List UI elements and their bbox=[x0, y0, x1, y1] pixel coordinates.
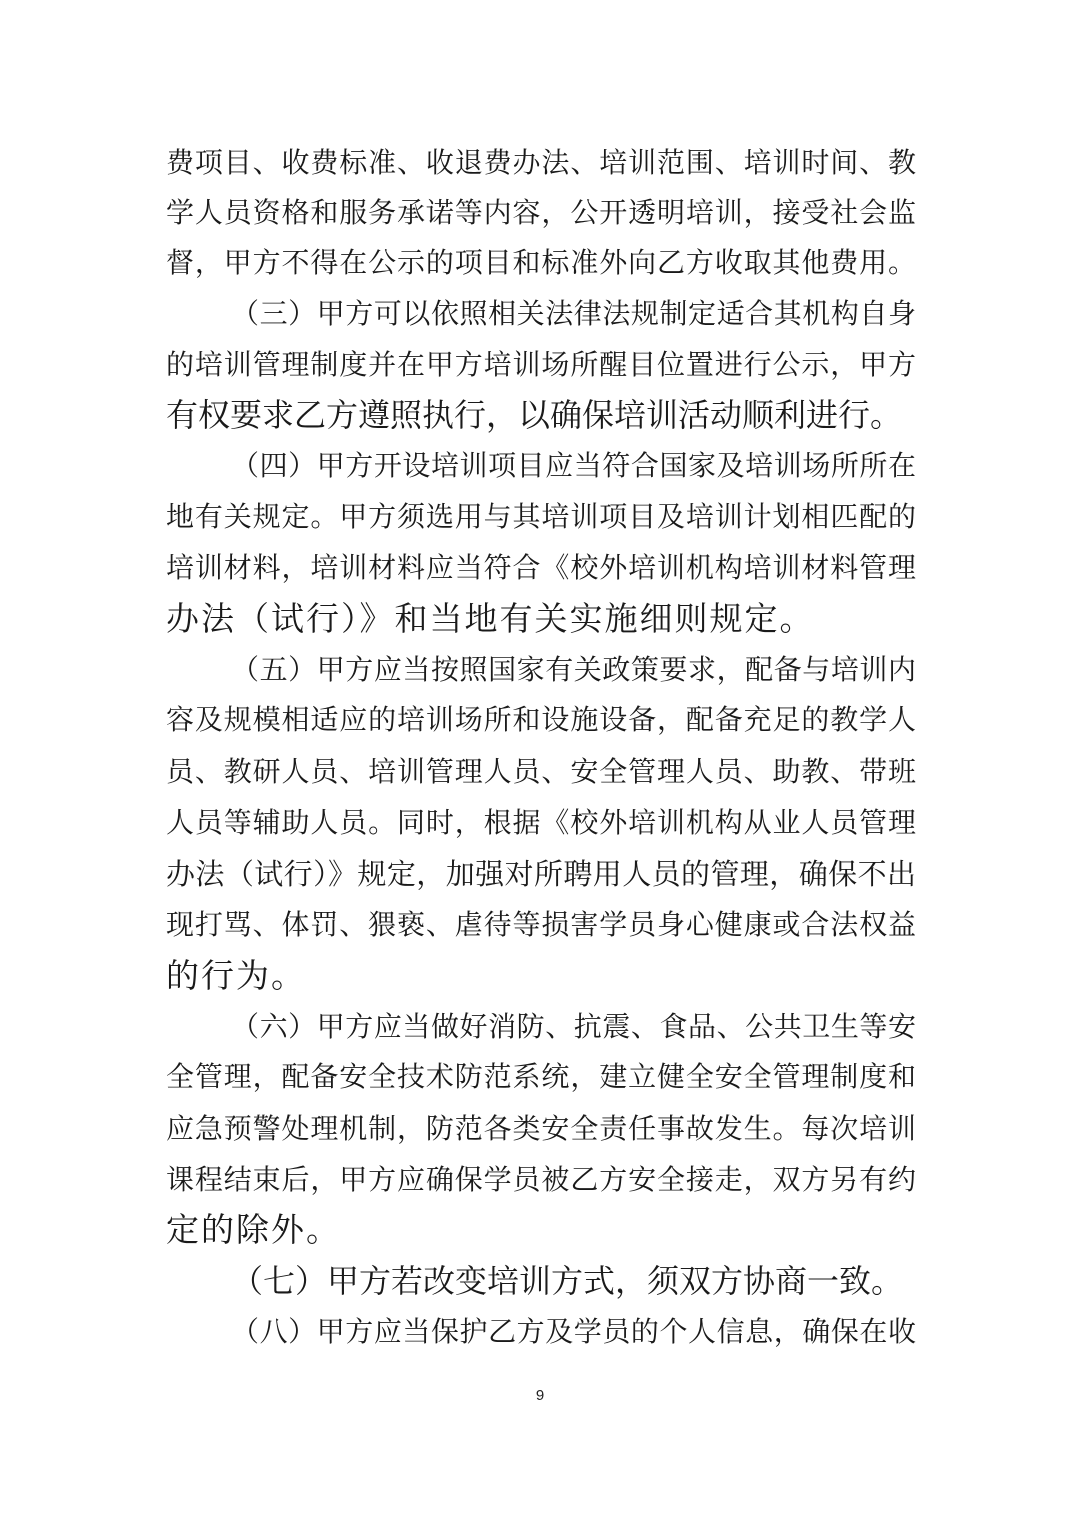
text-line: 员、教研人员、培训管理人员、安全管理人员、助教、带班 bbox=[166, 755, 916, 788]
text-line: 全管理，配备安全技术防范系统，建立健全安全管理制度和 bbox=[166, 1060, 916, 1093]
text-line: 培训材料，培训材料应当符合《校外培训机构培训材料管理 bbox=[166, 551, 916, 584]
text-line: 的行为。 bbox=[166, 956, 306, 995]
text-line: （五）甲方应当按照国家有关政策要求，配备与培训内 bbox=[231, 653, 916, 686]
text-line: 办法（试行）》和当地有关实施细则规定。 bbox=[166, 599, 815, 638]
text-line: （六）甲方应当做好消防、抗震、食品、公共卫生等安 bbox=[231, 1010, 916, 1043]
text-line: （四）甲方开设培训项目应当符合国家及培训场所所在 bbox=[231, 449, 916, 482]
text-line: 办法（试行）》规定，加强对所聘用人员的管理，确保不出 bbox=[166, 857, 916, 891]
text-line: 督，甲方不得在公示的项目和标准外向乙方收取其他费用。 bbox=[166, 246, 916, 279]
text-line: 学人员资格和服务承诺等内容，公开透明培训，接受社会监 bbox=[166, 196, 916, 229]
text-line: 容及规模相适应的培训场所和设施设备，配备充足的教学人 bbox=[166, 703, 916, 736]
text-line: （七）甲方若改变培训方式，须双方协商一致。 bbox=[231, 1262, 904, 1300]
text-line: （三）甲方可以依照相关法律法规制定适合其机构自身 bbox=[231, 297, 916, 330]
text-line: 定的除外。 bbox=[166, 1210, 341, 1249]
text-line: 有权要求乙方遵照执行，以确保培训活动顺利进行。 bbox=[166, 396, 903, 434]
text-line: 人员等辅助人员。同时，根据《校外培训机构从业人员管理 bbox=[166, 806, 916, 839]
page-number: 9 bbox=[535, 1387, 545, 1404]
text-line: 课程结束后，甲方应确保学员被乙方安全接走，双方另有约 bbox=[166, 1163, 916, 1196]
text-line: 现打骂、体罚、猥亵、虐待等损害学员身心健康或合法权益 bbox=[166, 908, 916, 941]
text-line: 费项目、收费标准、收退费办法、培训范围、培训时间、教 bbox=[166, 146, 916, 179]
text-line: 应急预警处理机制，防范各类安全责任事故发生。每次培训 bbox=[166, 1112, 916, 1145]
text-line: （八）甲方应当保护乙方及学员的个人信息，确保在收 bbox=[231, 1315, 916, 1348]
text-line: 的培训管理制度并在甲方培训场所醒目位置进行公示，甲方 bbox=[166, 348, 916, 381]
text-line: 地有关规定。甲方须选用与其培训项目及培训计划相匹配的 bbox=[166, 500, 916, 533]
